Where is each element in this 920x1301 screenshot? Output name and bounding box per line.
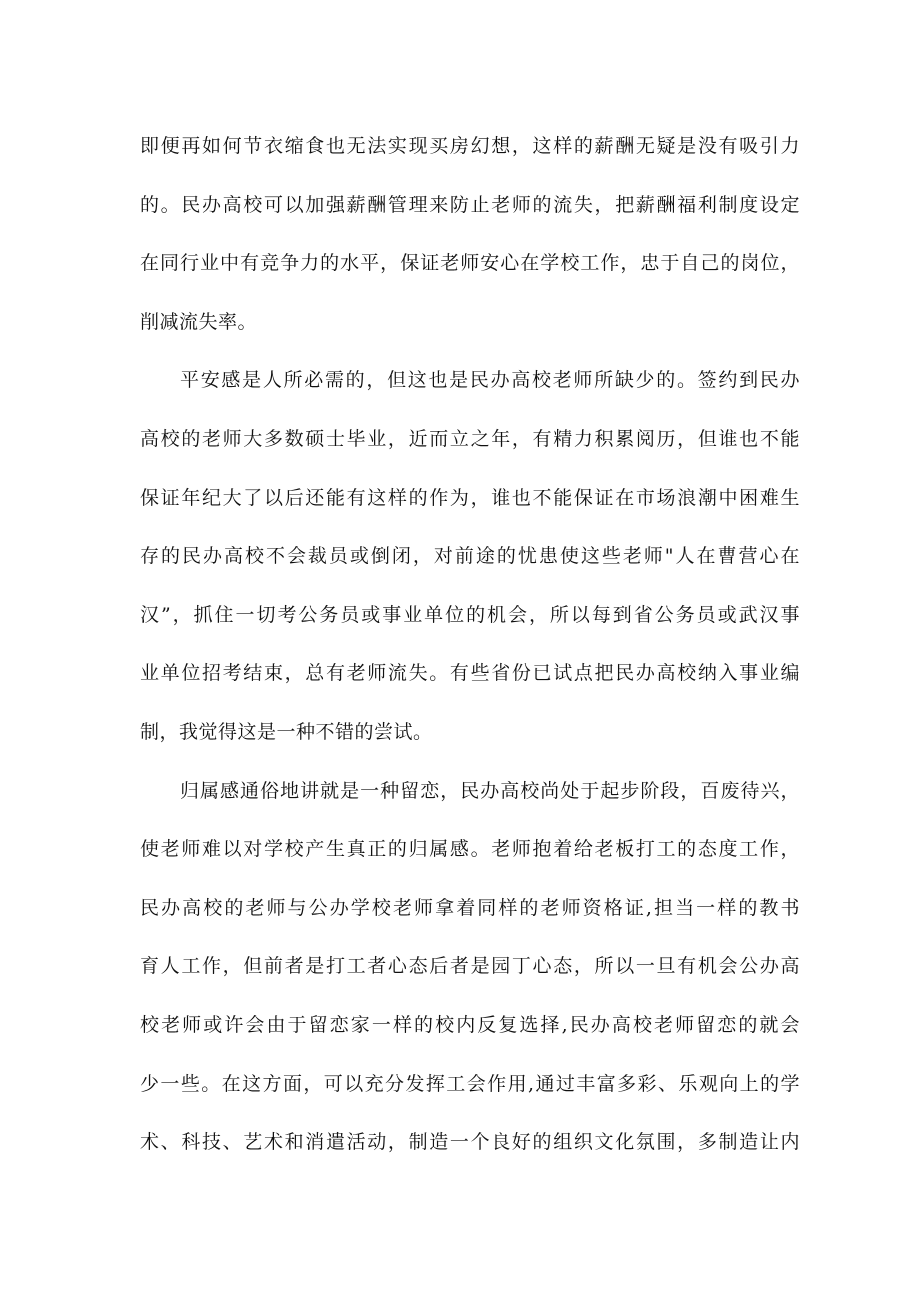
text-line: 存的民办高校不会裁员或倒闭，对前途的忧患使这些老师"人在曹营心在 bbox=[140, 545, 800, 568]
text-line: 削减流失率。 bbox=[140, 310, 258, 333]
text-line: 即便再如何节衣缩食也无法实现买房幻想，这样的薪酬无疑是没有吸引力 bbox=[140, 135, 800, 157]
text-line: 高校的老师大多数硕士毕业，近而立之年，有精力积累阅历，但谁也不能 bbox=[140, 427, 800, 450]
text-line: 少一些。在这方面，可以充分发挥工会作用,通过丰富多彩、乐观向上的学 bbox=[140, 1072, 800, 1095]
text-line: 保证年纪大了以后还能有这样的作为，谁也不能保证在市场浪潮中困难生 bbox=[140, 486, 800, 509]
text-line: 汉”，抓住一切考公务员或事业单位的机会，所以每到省公务员或武汉事 bbox=[140, 603, 800, 626]
text-line: 制，我觉得这是一种不错的尝试。 bbox=[140, 720, 433, 743]
text-line: 平安感是人所必需的，但这也是民办高校老师所缺少的。签约到民办 bbox=[180, 369, 800, 392]
text-line: 术、科技、艺术和消遣活动，制造一个良好的组织文化氛围，多制造让内 bbox=[140, 1131, 800, 1154]
text-line: 归属感通俗地讲就是一种留恋，民办高校尚处于起步阶段，百废待兴， bbox=[180, 779, 800, 802]
document-body bbox=[140, 124, 800, 1179]
text-line: 的。民办高校可以加强薪酬管理来防止老师的流失，把薪酬福利制度设定 bbox=[140, 193, 800, 216]
text-line: 使老师难以对学校产生真正的归属感。老师抱着给老板打工的态度工作， bbox=[140, 838, 800, 861]
text-line: 业单位招考结束，总有老师流失。有些省份已试点把民办高校纳入事业编 bbox=[140, 662, 800, 685]
text-line: 校老师或许会由于留恋家一样的校内反复选择,民办高校老师留恋的就会 bbox=[140, 1013, 800, 1036]
text-line: 育人工作，但前者是打工者心态后者是园丁心态，所以一旦有机会公办高 bbox=[140, 955, 800, 978]
text-line: 在同行业中有竞争力的水平，保证老师安心在学校工作，忠于自己的岗位， bbox=[140, 252, 800, 275]
text-line: 民办高校的老师与公办学校老师拿着同样的老师资格证,担当一样的教书 bbox=[140, 896, 800, 919]
